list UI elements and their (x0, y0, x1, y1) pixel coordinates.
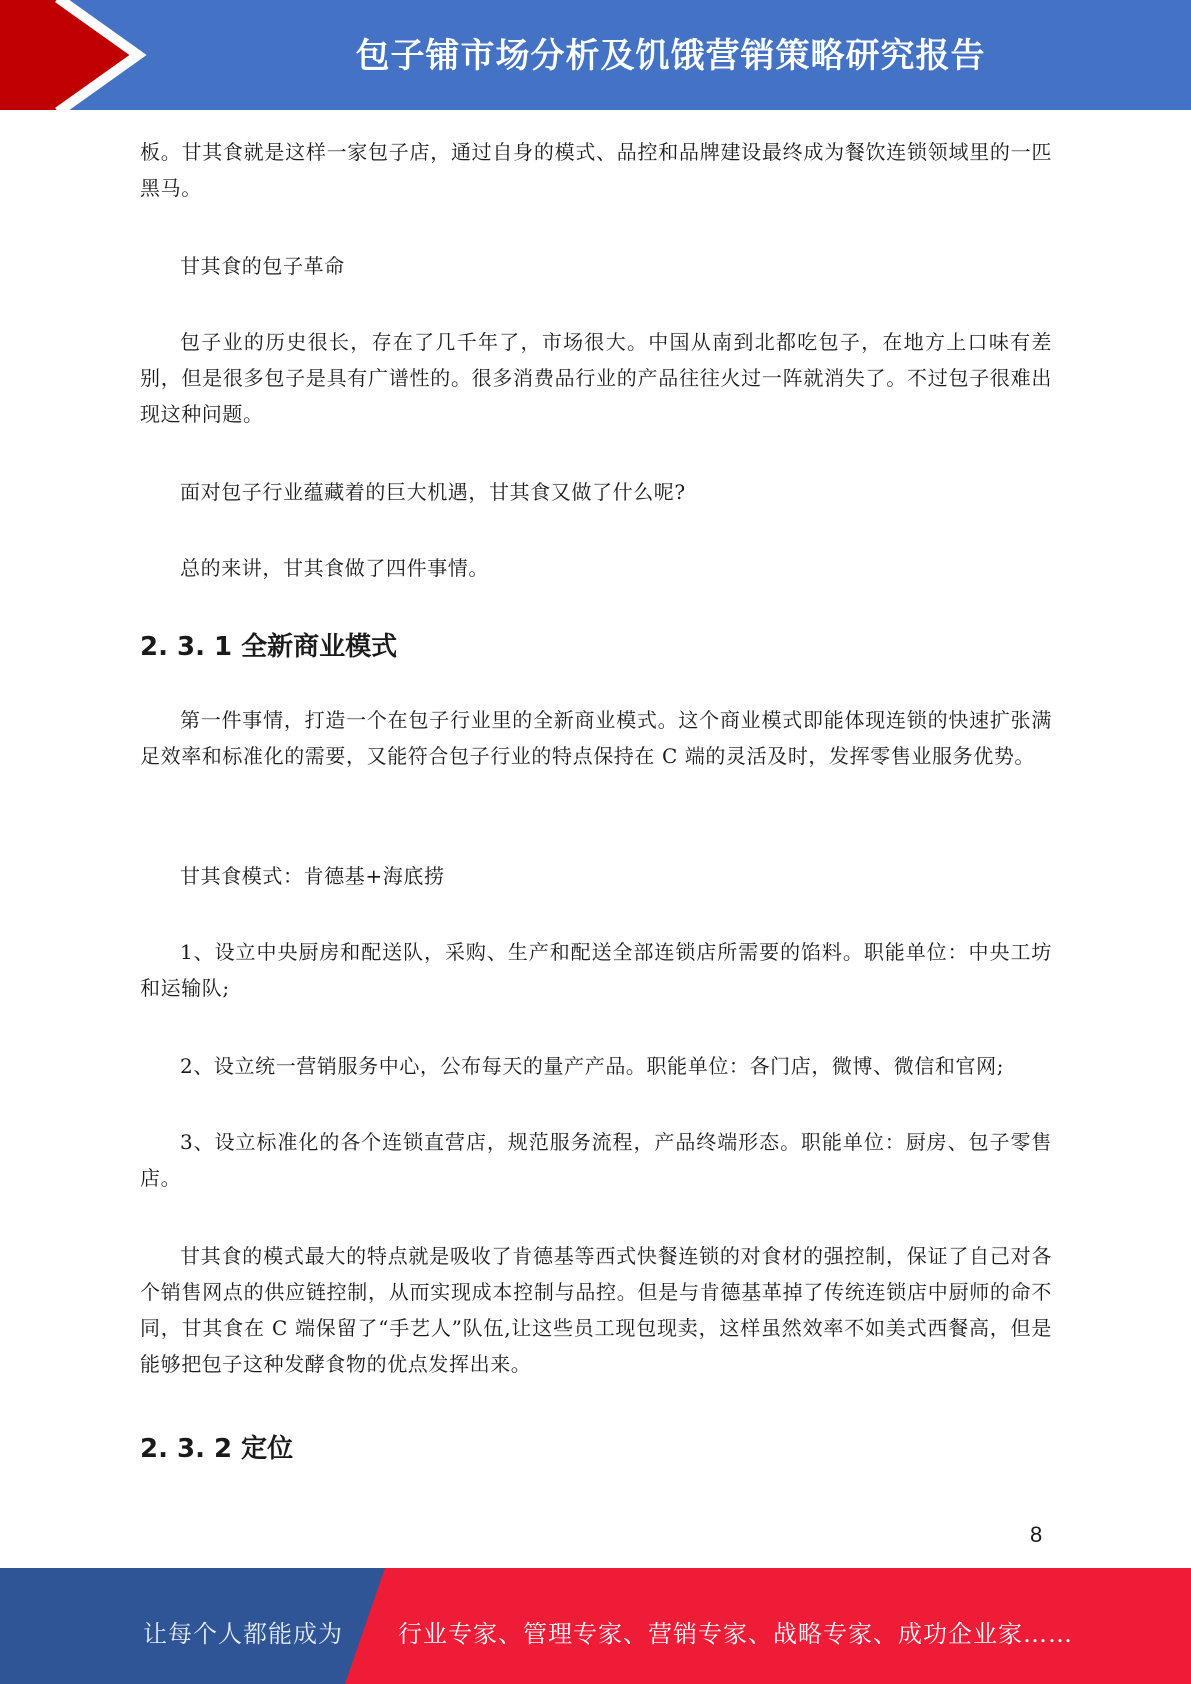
page-number: 8 (1030, 1522, 1043, 1547)
paragraph: 面对包子行业蕴藏着的巨大机遇，甘其食又做了什么呢? (180, 480, 686, 504)
paragraph: 甘其食的包子革命 (180, 254, 345, 278)
paragraph: 第一件事情，打造一个在包子行业里的全新商业模式。这个商业模式即能体现连锁的快速扩张满足效率和标准化的需要，又能符合包子行业的特点保持在 C 端的灵活及时，发挥零售业服务优势。 (140, 708, 1052, 768)
paragraph: 总的来讲，甘其食做了四件事情。 (180, 556, 489, 580)
paragraph: 甘其食的模式最大的特点就是吸收了肯德基等西式快餐连锁的对食材的强控制，保证了自己对各个销售网点的供应链控制，从而实现成本控制与品控。但是与肯德基革掉了传统连锁店中厨师的命不同，甘其食在 C 端保留了“手艺人”队伍,让这些员工现包现卖，这样虽然效率不如美式西餐高，但是能够把包子这种发酵食物的优点发挥出来。 (140, 1244, 1052, 1376)
page-footer (0, 1568, 1191, 1684)
section-heading: 2. 3. 2 定位 (140, 1434, 294, 1464)
footer-slogan-right: 行业专家、管理专家、营销专家、战略专家、成功企业家…… (398, 1620, 1073, 1648)
paragraph: 3、设立标准化的各个连锁直营店，规范服务流程，产品终端形态。职能单位：厨房、包子零售店。 (140, 1130, 1052, 1190)
paragraph: 2、设立统一营销服务中心，公布每天的量产产品。职能单位：各门店，微博、微信和官网; (180, 1054, 1005, 1078)
paragraph: 板。甘其食就是这样一家包子店，通过自身的模式、品控和品牌建设最终成为餐饮连锁领域里的一匹黑马。 (140, 140, 1052, 200)
paragraph: 甘其食模式：肯德基+海底捞 (180, 864, 445, 888)
page-header (0, 0, 1191, 110)
paragraph: 1、设立中央厨房和配送队，采购、生产和配送全部连锁店所需要的馅料。职能单位：中央工坊和运输队; (140, 940, 1052, 1000)
report-title: 包子铺市场分析及饥饿营销策略研究报告 (355, 36, 986, 76)
paragraph: 包子业的历史很长，存在了几千年了，市场很大。中国从南到北都吃包子，在地方上口味有差别，但是很多包子是具有广谱性的。很多消费品行业的产品往往火过一阵就消失了。不过包子很难出现这种问题。 (140, 330, 1052, 426)
footer-slogan-left: 让每个人都能成为 (143, 1620, 343, 1648)
section-heading: 2. 3. 1 全新商业模式 (140, 632, 398, 662)
chevron-decoration (0, 0, 160, 110)
